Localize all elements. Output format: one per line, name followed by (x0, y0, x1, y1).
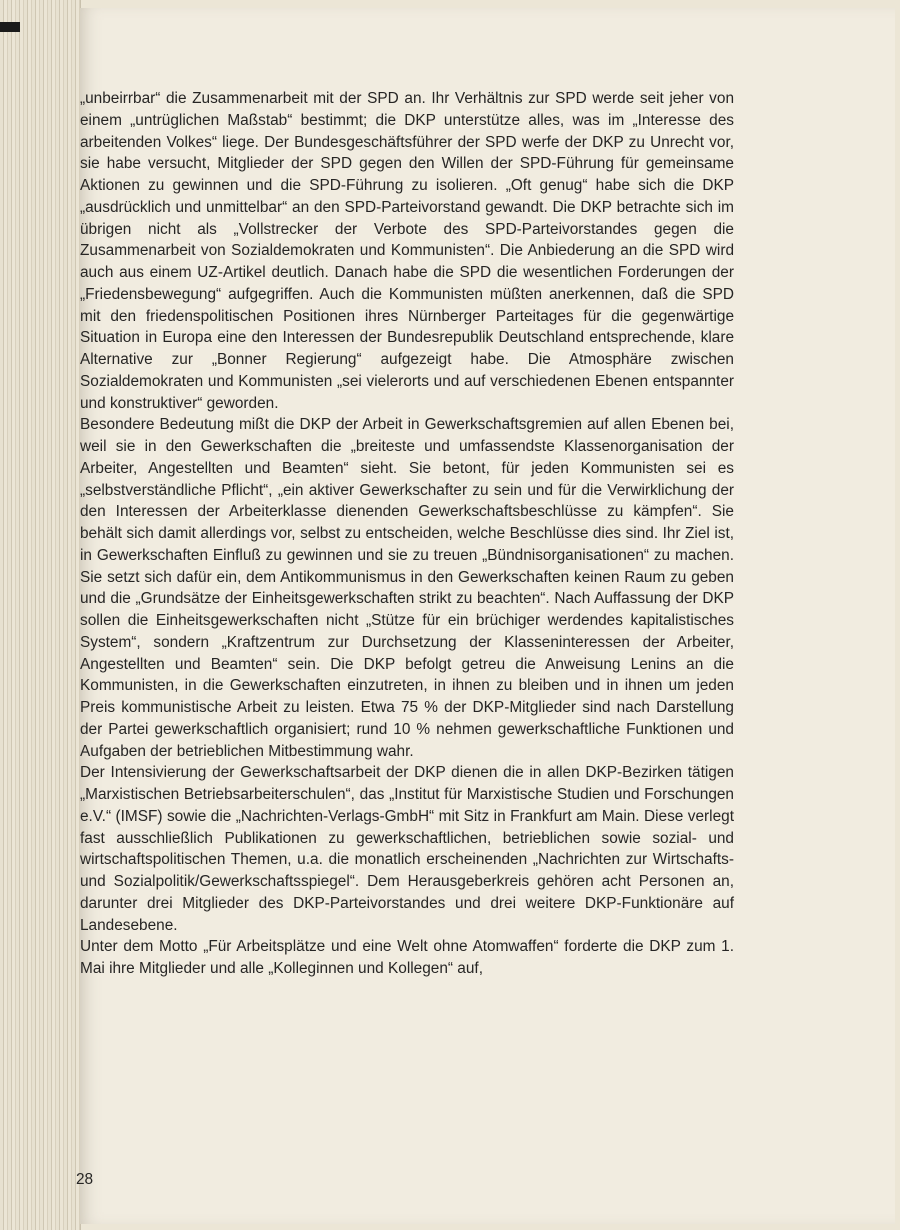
page-number: 28 (76, 1171, 94, 1188)
body-text (80, 88, 734, 980)
paragraph: Besondere Bedeutung mißt die DKP der Arbeit in Gewerkschaftsgremien auf allen Ebenen bei, weil sie in den Gewerkschaften die „breiteste und umfassendste Klassenorganisation der Arbeiter, Angestellten und Beamten“ sieht. Sie betont, für jeden Kommunisten sei es „selbstverständliche Pflicht“, „ein aktiver Gewerkschafter zu sein und für die Verwirklichung der den Interessen der Arbeiterklasse dienenden Gewerkschaftsbeschlüsse zu kämpfen“. Sie behält sich damit allerdings vor, selbst zu entscheiden, welche Beschlüsse dies sind. Ihr Ziel ist, in Gewerkschaften Einfluß zu gewinnen und sie zu treuen „Bündnisorganisationen“ zu machen. Sie setzt sich dafür ein, dem Antikommunismus in den Gewerkschaften keinen Raum zu geben und die „Grundsätze der Einheitsgewerkschaften strikt zu beachten“. Nach Auffassung der DKP sollen die Einheitsgewerkschaften nicht „Stütze für ein brüchiger werdendes kapitalistisches System“, sondern „Kraftzentrum zur Durchsetzung der Klasseninteressen der Arbeiter, Angestellten und Beamten“ sein. Die DKP befolgt getreu die Anweisung Lenins an die Kommunisten, in die Gewerkschaften einzutreten, in ihnen zu bleiben und in ihnen um jeden Preis kommunistische Arbeit zu leisten. Etwa 75 % der DKP-Mitglieder sind nach Darstellung der Partei gewerkschaftlich organisiert; rund 10 % nehmen gewerkschaftliche Funktionen und Aufgaben der betrieblichen Mitbestimmung wahr. (80, 416, 734, 760)
book-page-edges (0, 0, 81, 1230)
scan-corner-mark (0, 22, 20, 32)
paragraph: Der Intensivierung der Gewerkschaftsarbeit der DKP dienen die in allen DKP-Bezirken tätigen „Marxistischen Betriebsarbeiterschulen“, das „Institut für Marxistische Studien und Forschungen e.V.“ (IMSF) sowie die „Nachrichten-Verlags-GmbH“ mit Sitz in Frankfurt am Main. Diese verlegt fast ausschließlich Publikationen zu gewerkschaftlichen, betrieblichen sowie sozial- und wirtschaftspolitischen Themen, u.a. die monatlich erscheinenden „Nachrichten zur Wirtschafts- und Sozialpolitik/Gewerkschaftsspiegel“. Dem Herausgeberkreis gehören acht Personen an, darunter drei Mitglieder des DKP-Parteivorstandes und drei weitere DKP-Funktionäre auf Landesebene. (80, 764, 734, 934)
paragraph: Unter dem Motto „Für Arbeitsplätze und eine Welt ohne Atomwaffen“ forderte die DKP zum 1. Mai ihre Mitglieder und alle „Kolleginnen und Kollegen“ auf, (80, 938, 734, 977)
paragraph: „unbeirrbar“ die Zusammenarbeit mit der SPD an. Ihr Verhältnis zur SPD werde seit jeher von einem „untrüglichen Maßstab“ bestimmt; die DKP unterstütze alles, was im „Interesse des arbeitenden Volkes“ liege. Der Bundesgeschäftsführer der SPD werfe der DKP zu Unrecht vor, sie habe versucht, Mitglieder der SPD gegen den Willen der SPD-Führung für gemeinsame Aktionen zu gewinnen und die SPD-Führung zu isolieren. „Oft genug“ habe sich die DKP „ausdrücklich und unmittelbar“ an den SPD-Parteivorstand gewandt. Die DKP betrachte sich im übrigen nicht als „Vollstrecker der Verbote des SPD-Parteivorstandes gegen die Zusammenarbeit von Sozialdemokraten und Kommunisten“. Die Anbiederung an die SPD wird auch aus einem UZ-Artikel deutlich. Danach habe die SPD die wesentlichen Forderungen der „Friedensbewegung“ aufgegriffen. Auch die Kommunisten müßten anerkennen, daß die SPD mit den friedenspolitischen Positionen ihres Nürnberger Parteitages für die gegenwärtige Situation in Europa eine den Interessen der Bundesrepublik Deutschland entsprechende, klare Alternative zur „Bonner Regierung“ aufgezeigt habe. Die Atmosphäre zwischen Sozialdemokraten und Kommunisten „sei vielerorts und auf verschiedenen Ebenen entspannter und konstruktiver“ geworden. (80, 90, 734, 412)
